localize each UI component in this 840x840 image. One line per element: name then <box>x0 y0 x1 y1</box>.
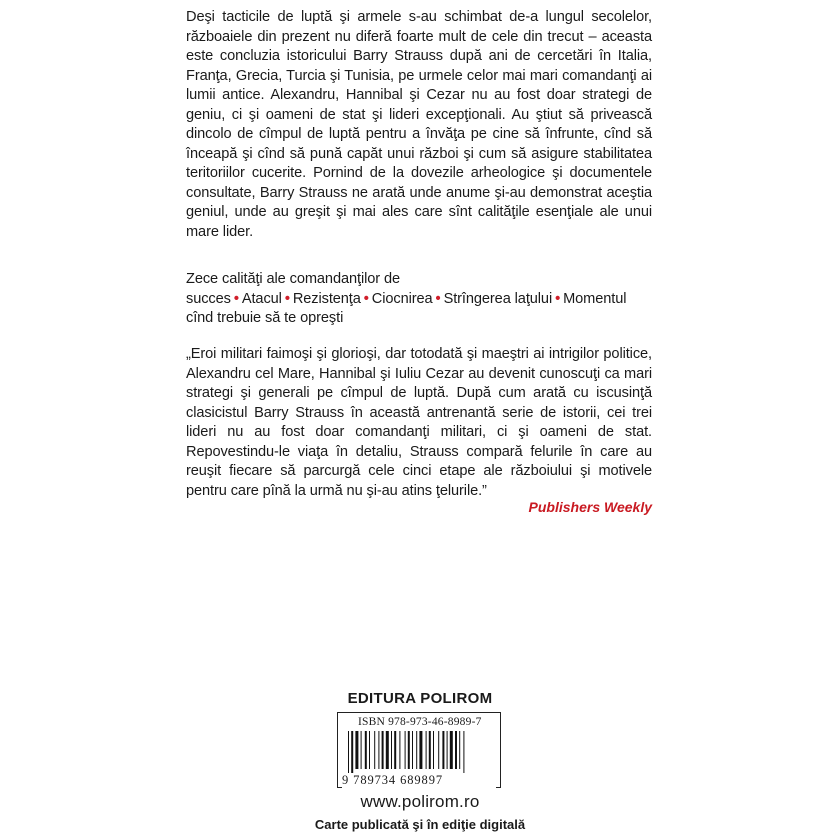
quality-item: Strîngerea laţului <box>443 290 553 307</box>
description-paragraph: Deşi tacticile de luptă şi armele s-au schimbat de-a lungul secolelor, războaiele din prezent nu diferă foarte mult de cele din trecut – aceasta este concluzia istoricului Barry Strauss după ani de cercetări în Italia, Franţa, Grecia, Turcia şi Tunisia, pe urmele celor mai mari comandanţi ai lumii antice. Alexandru, Hannibal şi Cezar nu au fost doar strategi de geniu, ci şi oameni de stat şi lideri excepţionali. Au ştiut să privească dincolo de cîmpul de luptă pentru a învăţa pe cine să înfrunte, cînd să înceapă şi cînd să pună capăt unui război şi cum să asigure stabilitatea teritoriilor cucerite. Pornind de la dovezile arheologice şi documentele consultate, Barry Strauss ne arată unde anume şi-au demonstrat aceştia geniul, unde au greşit şi mai ales care sînt calităţile esenţiale ale unui mare lider. <box>186 9 652 240</box>
quality-item: Momentul cînd trebuie să te opreşti <box>186 290 627 326</box>
bullet-icon: • <box>284 290 290 307</box>
quality-item: Rezistenţa <box>292 290 361 307</box>
isbn-number: ISBN 978-973-46-8989-7 <box>358 716 482 728</box>
bullet-icon: • <box>555 290 561 307</box>
quality-item: Atacul <box>241 290 282 307</box>
bullet-icon: • <box>233 290 239 307</box>
publisher-website[interactable]: www.polirom.ro <box>360 792 480 811</box>
quote-attribution: Publishers Weekly <box>528 499 652 515</box>
bullet-icon: • <box>363 290 369 307</box>
isbn-barcode <box>337 712 501 788</box>
review-quote: „Eroi militari faimoşi şi glorioşi, dar totodată şi maeştri ai intrigilor politice, Alexandru cel Mare, Hannibal şi Iuliu Cezar au devenit cunoscuţi ca mari strategi şi generali pe cîmpul de luptă. După cum arată cu iscusinţă clasicistul Barry Strauss în această antrenantă serie de istorii, cei trei lideri nu au fost doar comandanţi militari, ci şi oameni de stat. Repovestindu-le viaţa în detaliu, Strauss compară felurile în care au reuşit fiecare să parcurgă cele cinci etape ale războiului şi motivele pentru care pînă la urmă nu şi-au atins ţelurile.” <box>186 346 652 499</box>
qualities-intro: Zece calităţi ale comandanţilor de succes <box>186 271 401 307</box>
quality-item: Ciocnirea <box>371 290 433 307</box>
barcode-digits: 9 789734 689897 <box>342 773 496 788</box>
bullet-icon: • <box>435 290 441 307</box>
qualities-list <box>186 270 652 329</box>
barcode-icon <box>344 731 496 773</box>
publisher-name: EDITURA POLIROM <box>347 690 493 707</box>
digital-edition-note: Carte publicată şi în ediţie digitală <box>314 817 526 832</box>
